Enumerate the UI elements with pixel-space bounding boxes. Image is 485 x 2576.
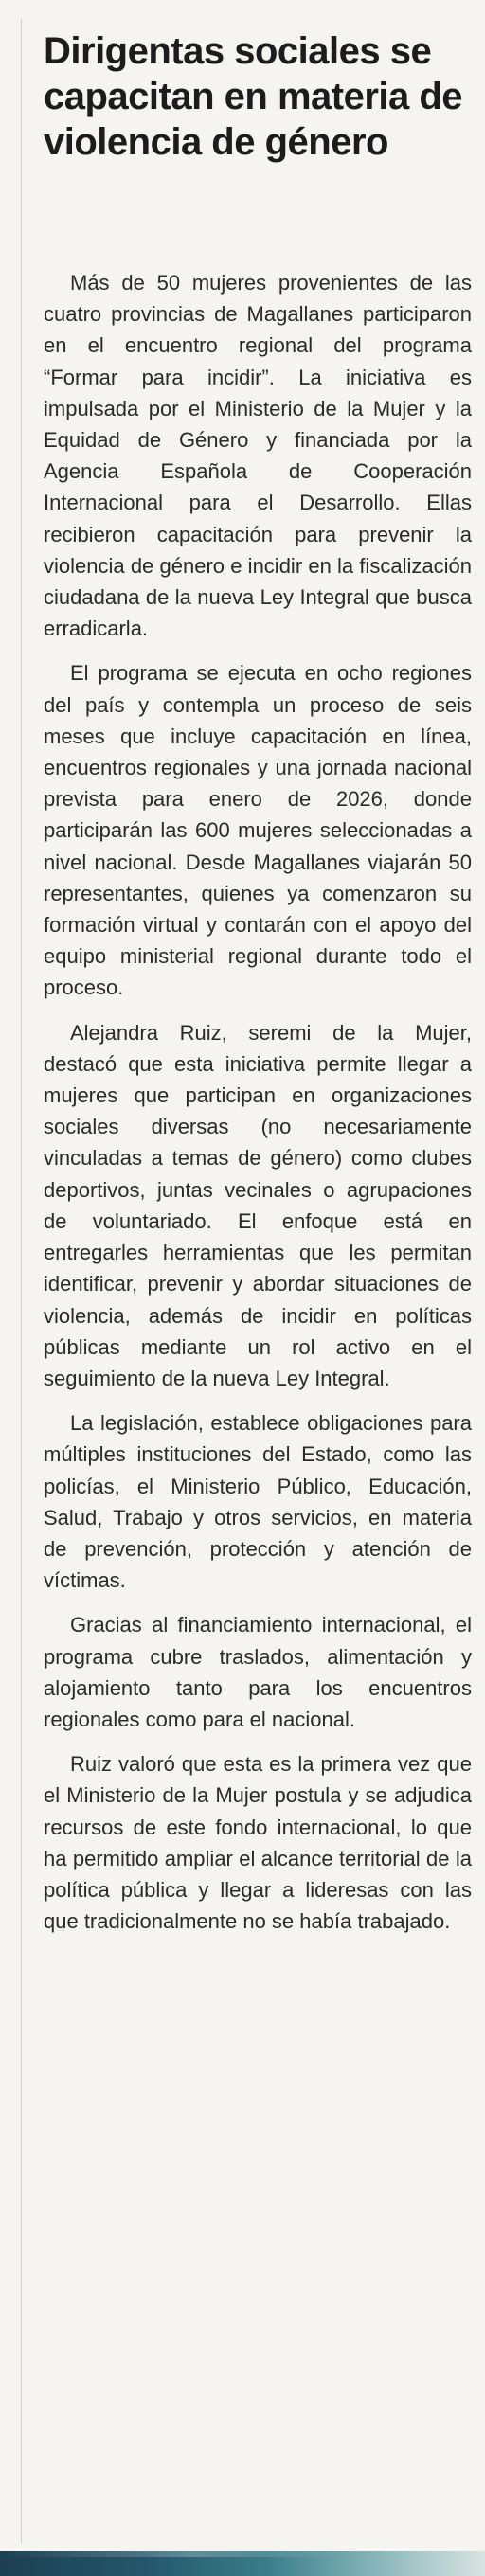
article-paragraph: Gracias al financiamiento internacional, el programa cubre traslados, alimentación y alojamiento tanto para los encuentros regionales como para el nacional. <box>44 1613 472 1731</box>
article-paragraph: El programa se ejecuta en ocho regiones del país y contempla un proceso de seis meses que incluye capacitación en línea, encuentros regionales y una jornada nacional prevista para enero de 2026, donde participarán las 600 mujeres seleccionadas a nivel nacional. Desde Magallanes viajarán 50 representantes, quienes ya comenzaron su formación virtual y contarán con el apoyo del equipo ministerial regional durante todo el proceso. <box>44 661 472 1000</box>
article-paragraph: Más de 50 mujeres provenientes de las cuatro provincias de Magallanes participaron en el encuentro regional del programa “Formar para incidir”. La iniciativa es impulsada por el Ministerio de la Mujer y la Equidad de Género y financiada por la Agencia Española de Cooperación Internacional para el Desarrollo. Ellas recibieron capacitación para prevenir la violencia de género e incidir en la fiscalización ciudadana de la nueva Ley Integral que busca erradicarla. <box>44 271 472 641</box>
article-headline: Dirigentas sociales se capacitan en materia de violencia de género <box>44 30 463 163</box>
footer-band-highlight <box>0 2551 485 2557</box>
article-paragraph: Alejandra Ruiz, seremi de la Mujer, destacó que esta iniciativa permite llegar a mujeres que participan en organizaciones sociales diversas (no necesariamente vinculadas a temas de género) como clubes deportivos, juntas vecinales o agrupaciones de voluntariado. El enfoque está en entregarles herramientas que les permitan identificar, prevenir y abordar situaciones de violencia, además de incidir en políticas públicas mediante un rol activo en el seguimiento de la nueva Ley Integral. <box>44 1020 472 1390</box>
column-rule <box>21 19 22 2543</box>
article-body <box>44 267 472 1950</box>
article-paragraph: Ruiz valoró que esta es la primera vez que el Ministerio de la Mujer postula y se adjudica recursos de este fondo internacional, lo que ha permitido ampliar el alcance territorial de la política pública y llegar a lideresas con las que tradicionalmente no se había trabajado. <box>44 1752 472 1934</box>
article-paragraph: La legislación, establece obligaciones para múltiples instituciones del Estado, como las policías, el Ministerio Público, Educación, Salud, Trabajo y otros servicios, en materia de prevención, protección y atención de víctimas. <box>44 1411 472 1593</box>
